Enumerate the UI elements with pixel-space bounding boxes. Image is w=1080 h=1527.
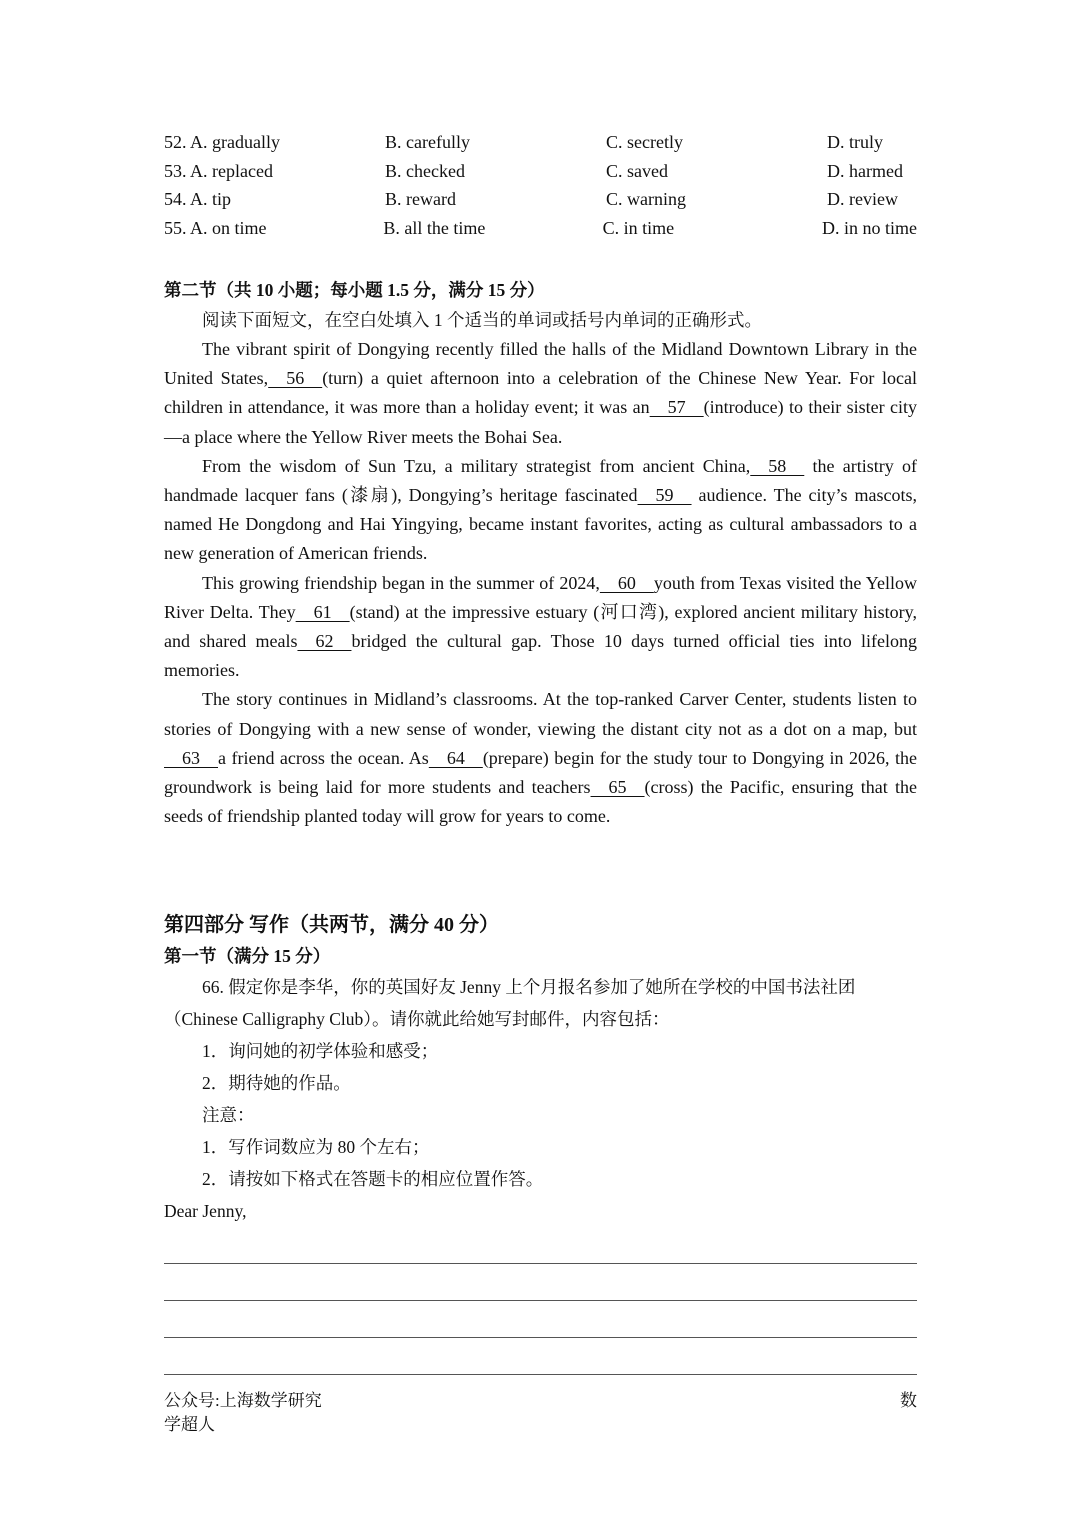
exam-page (164, 128, 917, 1375)
blank-63: 63 (164, 747, 218, 768)
writing-line[interactable] (164, 1301, 917, 1338)
passage-text: (introduce) to their sister city—a place where the Yellow River meets the Bohai Sea. (164, 397, 918, 447)
blank-61: 61 (295, 601, 350, 622)
blank-57: 57 (649, 397, 704, 418)
passage-text: (stand) at the impressive estuary (河口湾), explored ancient military history, and shared meals (164, 601, 917, 652)
passage-text: This growing friendship began in the summer of 2024, (202, 572, 600, 593)
passage-text: audience. The city’s mascots, named He Dongdong and Hai Yingying, became instant favorites, acting as cultural ambassadors to a new generation of American friends. (164, 485, 917, 564)
section2-heading: 第二节（共 10 小题；每小题 1.5 分，满分 15 分） (164, 280, 545, 300)
option-row-53 (164, 157, 917, 186)
passage-text: (cross) the Pacific, ensuring that the seeds of friendship planted today will grow for years to come. (164, 777, 917, 827)
option-c: C. saved (606, 160, 668, 181)
option-b: B. carefully (385, 132, 470, 152)
passage-text: a friend across the ocean. As (218, 747, 429, 768)
option-c: C. secretly (606, 132, 683, 152)
option-d: D. harmed (827, 160, 903, 181)
blank-64: 64 (428, 747, 483, 768)
footer-left-line2: 学超人 (164, 1415, 215, 1434)
footer-right: 数 (900, 1391, 917, 1410)
option-b: B. all the time (383, 217, 486, 238)
prompt-point: 2．期待她的作品。 (202, 1073, 351, 1094)
passage-paragraph-4 (164, 685, 917, 831)
option-d: D. in no time (821, 217, 917, 238)
note-item: 2．请按如下格式在答题卡的相应位置作答。 (202, 1169, 544, 1190)
option-d: D. review (827, 189, 898, 209)
note-item: 1．写作词数应为 80 个左右； (202, 1137, 430, 1158)
option-a: 52. A. gradually (164, 132, 280, 152)
passage-paragraph-2 (164, 452, 917, 569)
blank-56: 56 (268, 368, 323, 389)
passage-text: (turn) a quiet afternoon into a celebration of the Chinese New Year. For local children in attendance, it was more than a holiday event; it was an (164, 368, 917, 418)
passage-text: bridged the cultural gap. Those 10 days turned official ties into lifelong memories. (164, 631, 917, 681)
writing-lines (164, 1227, 917, 1375)
blank-59: 59 (637, 485, 692, 506)
writing-line[interactable] (164, 1264, 917, 1301)
option-c: C. in time (602, 217, 675, 238)
note-label: 注意： (202, 1105, 255, 1126)
salutation: Dear Jenny, (164, 1201, 247, 1222)
writing-line[interactable] (164, 1227, 917, 1264)
footer-left-line1: 公众号:上海数学研究 (164, 1391, 322, 1410)
page-footer (164, 1389, 917, 1437)
option-a: 54. A. tip (164, 189, 232, 209)
section2-instruction: 阅读下面短文，在空白处填入 1 个适当的单词或括号内单词的正确形式。 (202, 310, 762, 330)
blank-58: 58 (750, 455, 805, 476)
blank-60: 60 (599, 572, 654, 593)
passage-text: From the wisdom of Sun Tzu, a military strategist from ancient China, (202, 455, 751, 476)
passage-text: the artistry of handmade lacquer fans (漆扇), Dongying’s heritage fascinated (164, 455, 917, 506)
option-b: B. checked (385, 160, 465, 181)
blank-62: 62 (297, 631, 352, 652)
prompt-point: 1．询问她的初学体验和感受； (202, 1041, 439, 1062)
passage-text: youth from Texas visited the Yellow River Delta. They (164, 572, 917, 622)
option-b: B. reward (385, 189, 456, 209)
writing-line[interactable] (164, 1338, 917, 1375)
passage-paragraph-1 (164, 335, 917, 452)
option-row-55 (164, 214, 917, 243)
passage-text: (prepare) begin for the study tour to Dongying in 2026, the groundwork is being laid for more students and teachers (164, 747, 918, 798)
option-a: 55. A. on time (164, 217, 267, 238)
passage-text: The story continues in Midland’s classrooms. At the top-ranked Carver Center, students listen to stories of Dongying with a new sense of wonder, viewing the distant city not as a dot on a map, but (164, 689, 917, 739)
option-d: D. truly (827, 132, 883, 152)
passage-paragraph-3 (164, 569, 917, 686)
writing-prompt: 66. 假定你是李华，你的英国好友 Jenny 上个月报名参加了她所在学校的中国书法社团（Chinese Calligraphy Club）。请你就此给她写封邮件，内容包括： (164, 977, 856, 1030)
options-table (164, 128, 917, 242)
option-c: C. warning (606, 189, 686, 209)
option-a: 53. A. replaced (164, 160, 273, 181)
passage-text: The vibrant spirit of Dongying recently filled the halls of the Midland Downtown Library in the United States, (164, 339, 917, 389)
option-row-54 (164, 185, 917, 214)
part4-heading: 第四部分 写作（共两节，满分 40 分） (164, 914, 499, 937)
blank-65: 65 (590, 777, 645, 798)
option-row-52 (164, 128, 917, 157)
part4-sub-heading: 第一节（满分 15 分） (164, 946, 331, 967)
